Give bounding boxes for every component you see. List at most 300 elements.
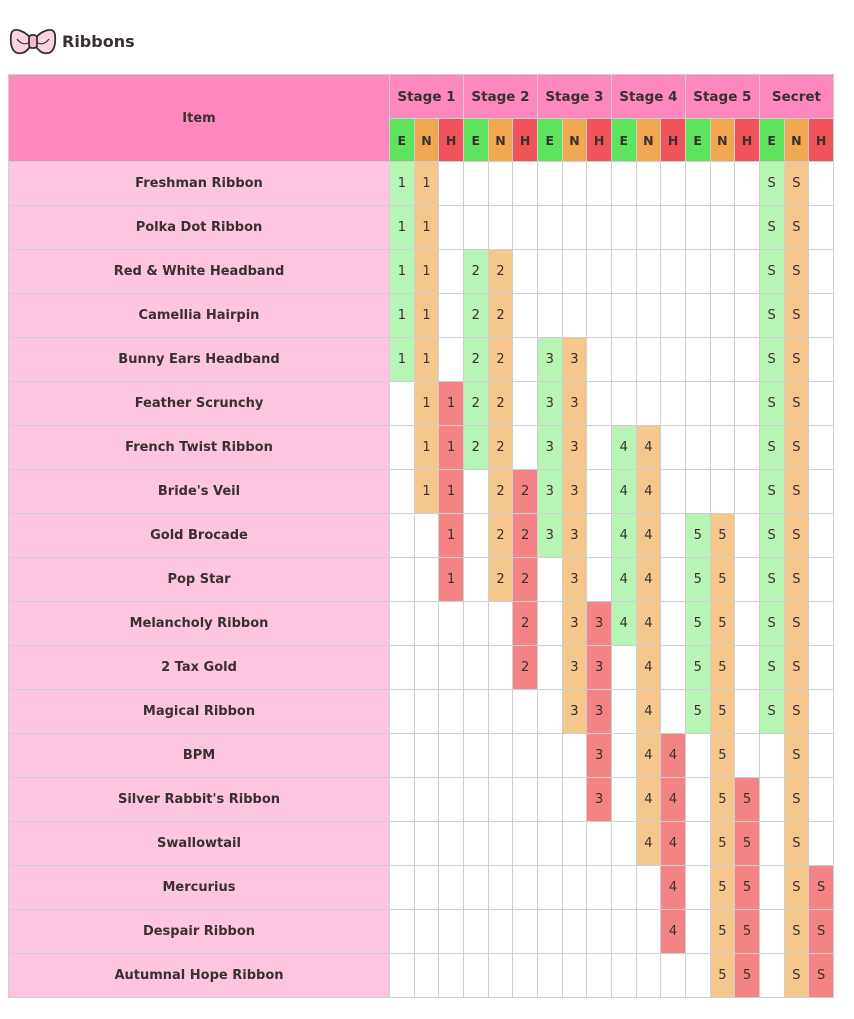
table-cell [513,734,538,778]
table-cell: S [759,162,784,206]
table-cell [685,866,710,910]
table-cell: 5 [685,646,710,690]
table-cell [611,910,636,954]
table-cell: S [759,426,784,470]
table-cell [710,250,735,294]
table-cell [685,250,710,294]
table-cell [661,250,686,294]
table-cell: 2 [488,250,513,294]
table-cell [562,954,587,998]
table-cell [735,426,760,470]
table-cell [759,822,784,866]
table-cell [809,470,834,514]
table-cell [439,206,464,250]
table-cell: S [759,470,784,514]
table-cell [439,778,464,822]
table-cell [710,426,735,470]
table-cell [537,954,562,998]
table-cell [463,470,488,514]
table-cell [488,910,513,954]
table-cell [735,646,760,690]
item-name: Swallowtail [9,822,390,866]
table-cell: 2 [463,426,488,470]
table-cell [513,426,538,470]
table-cell [636,250,661,294]
table-cell [513,822,538,866]
table-cell: S [759,206,784,250]
table-cell: 3 [562,602,587,646]
table-cell: 2 [513,646,538,690]
table-cell [463,954,488,998]
table-cell: S [784,910,809,954]
table-cell [414,910,439,954]
table-cell: 1 [414,338,439,382]
table-cell: 3 [537,382,562,426]
table-cell [513,778,538,822]
table-cell: 3 [537,514,562,558]
table-cell [439,338,464,382]
table-cell [587,558,612,602]
table-row [9,778,834,822]
table-cell [809,778,834,822]
table-cell: 3 [537,426,562,470]
table-cell [390,382,415,426]
table-cell [414,822,439,866]
difficulty-header: H [439,119,464,162]
table-cell [537,646,562,690]
table-cell: S [784,250,809,294]
table-cell [463,690,488,734]
table-cell [390,954,415,998]
item-name: Polka Dot Ribbon [9,206,390,250]
table-cell: 2 [488,426,513,470]
table-cell: S [759,294,784,338]
table-cell [488,778,513,822]
table-cell: 1 [390,206,415,250]
stage-header: Stage 3 [537,75,611,119]
table-cell: 1 [414,162,439,206]
table-cell [685,426,710,470]
table-cell: 4 [636,602,661,646]
table-cell: 4 [611,514,636,558]
table-cell [587,250,612,294]
table-cell: 4 [611,426,636,470]
table-cell: S [784,558,809,602]
table-cell: 1 [439,514,464,558]
item-name: Camellia Hairpin [9,294,390,338]
table-cell [735,470,760,514]
table-row [9,822,834,866]
table-cell: 1 [439,470,464,514]
table-cell [414,734,439,778]
item-name: Silver Rabbit's Ribbon [9,778,390,822]
table-cell [661,646,686,690]
table-cell [685,338,710,382]
difficulty-header: E [390,119,415,162]
table-cell: 3 [562,690,587,734]
table-row [9,646,834,690]
table-cell: 1 [390,338,415,382]
table-cell [537,294,562,338]
table-cell [562,162,587,206]
stage-header: Secret [759,75,833,119]
table-cell [537,602,562,646]
table-cell: S [784,602,809,646]
item-name: 2 Tax Gold [9,646,390,690]
table-row [9,470,834,514]
table-cell [488,162,513,206]
table-cell [488,646,513,690]
table-cell [611,338,636,382]
table-cell [414,866,439,910]
table-cell [759,734,784,778]
table-cell [685,470,710,514]
table-cell [562,206,587,250]
table-cell: 2 [488,470,513,514]
difficulty-header: E [685,119,710,162]
table-cell: 2 [488,294,513,338]
table-cell [587,514,612,558]
table-cell: 5 [710,514,735,558]
table-cell: S [784,338,809,382]
table-cell [661,690,686,734]
table-cell: S [759,250,784,294]
table-cell [661,602,686,646]
table-cell: S [759,646,784,690]
table-cell: 5 [685,602,710,646]
table-cell [562,734,587,778]
ribbons-table [8,74,834,998]
table-cell: 4 [636,822,661,866]
table-cell [390,602,415,646]
table-cell [414,602,439,646]
table-cell [685,822,710,866]
table-row [9,338,834,382]
table-cell: 4 [636,778,661,822]
table-cell [611,646,636,690]
table-cell: 4 [661,910,686,954]
table-cell [809,734,834,778]
item-name: Autumnal Hope Ribbon [9,954,390,998]
table-cell [439,602,464,646]
table-cell [562,778,587,822]
table-cell: S [784,646,809,690]
table-cell [710,382,735,426]
table-row [9,206,834,250]
difficulty-header: H [513,119,538,162]
item-name: French Twist Ribbon [9,426,390,470]
table-cell: 4 [636,646,661,690]
table-cell [513,866,538,910]
table-cell [735,250,760,294]
table-cell [710,294,735,338]
table-cell [537,558,562,602]
difficulty-header: H [809,119,834,162]
table-cell [488,954,513,998]
table-cell: 3 [562,558,587,602]
table-cell [390,426,415,470]
table-cell: 3 [562,514,587,558]
table-cell: 1 [390,162,415,206]
table-cell: 3 [537,338,562,382]
table-cell [587,162,612,206]
table-cell [414,778,439,822]
table-cell [463,602,488,646]
table-cell: 4 [636,470,661,514]
table-cell: 3 [537,470,562,514]
table-cell [439,690,464,734]
table-cell [661,206,686,250]
table-row [9,294,834,338]
table-cell [759,778,784,822]
table-cell: 2 [488,558,513,602]
table-cell: S [784,382,809,426]
table-cell [513,294,538,338]
table-cell [759,866,784,910]
table-cell [587,822,612,866]
table-row [9,910,834,954]
table-cell: 4 [661,778,686,822]
table-cell [735,294,760,338]
table-cell [636,910,661,954]
table-cell [463,646,488,690]
table-cell [809,162,834,206]
table-cell [661,558,686,602]
table-cell [390,866,415,910]
table-cell: S [784,294,809,338]
table-cell: S [784,514,809,558]
difficulty-header: N [636,119,661,162]
table-cell: S [784,470,809,514]
table-cell [537,822,562,866]
table-cell [735,602,760,646]
table-cell [661,382,686,426]
item-name: Red & White Headband [9,250,390,294]
table-cell [735,338,760,382]
item-name: Feather Scrunchy [9,382,390,426]
table-cell: S [784,866,809,910]
table-cell: S [784,162,809,206]
table-cell [587,470,612,514]
difficulty-header: E [463,119,488,162]
table-cell [537,162,562,206]
table-cell [809,206,834,250]
table-cell: S [784,690,809,734]
table-cell: S [784,954,809,998]
table-cell [439,734,464,778]
page-title: Ribbons [62,31,135,51]
difficulty-header: H [661,119,686,162]
table-cell [390,470,415,514]
table-cell: 4 [611,558,636,602]
table-cell [414,646,439,690]
table-cell [685,734,710,778]
table-cell [661,338,686,382]
table-cell [562,910,587,954]
table-row [9,602,834,646]
table-row [9,514,834,558]
table-cell [611,206,636,250]
section-header [8,23,135,59]
table-cell [636,206,661,250]
difficulty-header: E [759,119,784,162]
table-cell [463,514,488,558]
table-cell: 1 [414,426,439,470]
table-cell [587,206,612,250]
table-cell [390,910,415,954]
table-cell [390,778,415,822]
table-cell [537,734,562,778]
item-name: Magical Ribbon [9,690,390,734]
table-cell: 2 [513,558,538,602]
table-cell [587,954,612,998]
table-cell [611,294,636,338]
table-cell [463,162,488,206]
table-cell [611,690,636,734]
table-cell [390,690,415,734]
table-cell: S [759,602,784,646]
table-cell [685,294,710,338]
table-cell [513,910,538,954]
table-cell: 1 [414,294,439,338]
table-cell [636,866,661,910]
stage-header: Stage 5 [685,75,759,119]
table-cell [759,954,784,998]
difficulty-header: E [537,119,562,162]
table-cell [661,294,686,338]
table-cell: 2 [488,382,513,426]
table-cell [562,822,587,866]
table-cell [809,382,834,426]
table-cell [809,426,834,470]
item-name: Bunny Ears Headband [9,338,390,382]
table-cell: 5 [710,910,735,954]
table-cell: 3 [562,382,587,426]
table-cell [735,690,760,734]
table-cell [562,866,587,910]
table-cell [587,910,612,954]
item-name: Bride's Veil [9,470,390,514]
table-cell: S [784,778,809,822]
table-cell: 5 [735,778,760,822]
table-cell [488,734,513,778]
table-cell [685,382,710,426]
table-cell: 5 [735,822,760,866]
table-cell [414,514,439,558]
item-column-header: Item [9,75,390,162]
table-cell [513,954,538,998]
table-cell: 2 [513,514,538,558]
table-cell: S [759,558,784,602]
table-cell [611,954,636,998]
table-row [9,426,834,470]
table-cell: 1 [439,426,464,470]
table-cell [414,558,439,602]
table-cell: 2 [488,338,513,382]
table-cell [735,514,760,558]
table-cell: 5 [710,734,735,778]
table-cell [636,338,661,382]
table-cell [685,162,710,206]
table-cell [661,426,686,470]
table-cell: 4 [636,734,661,778]
table-cell [463,910,488,954]
table-row [9,558,834,602]
table-cell [414,954,439,998]
table-cell: 5 [710,602,735,646]
table-cell [513,250,538,294]
table-cell [735,558,760,602]
table-cell: 3 [562,426,587,470]
table-cell [463,206,488,250]
difficulty-header: N [562,119,587,162]
difficulty-header: E [611,119,636,162]
table-cell: 1 [414,250,439,294]
table-cell: 3 [587,778,612,822]
table-cell: S [759,690,784,734]
table-cell: 1 [439,558,464,602]
table-cell [463,822,488,866]
table-cell [537,250,562,294]
table-cell [513,206,538,250]
item-name: BPM [9,734,390,778]
stage-header: Stage 1 [390,75,464,119]
difficulty-header: N [414,119,439,162]
table-cell [809,602,834,646]
table-cell [685,778,710,822]
ribbon-bow-icon [8,23,58,59]
table-cell: 4 [611,602,636,646]
table-cell: 3 [587,690,612,734]
table-cell [611,866,636,910]
table-cell [537,206,562,250]
item-name: Mercurius [9,866,390,910]
table-cell [463,866,488,910]
table-cell [390,558,415,602]
table-cell [562,294,587,338]
table-cell: S [809,866,834,910]
table-cell [735,162,760,206]
table-cell [685,910,710,954]
table-cell [587,382,612,426]
table-cell [636,294,661,338]
table-cell: 3 [587,646,612,690]
table-cell: 5 [735,866,760,910]
table-cell: 2 [513,602,538,646]
table-row [9,734,834,778]
table-cell [439,822,464,866]
table-row [9,866,834,910]
table-cell [636,954,661,998]
stage-header: Stage 4 [611,75,685,119]
table-cell [439,294,464,338]
table-cell: 4 [636,690,661,734]
table-cell: 3 [587,602,612,646]
table-cell: 4 [661,822,686,866]
table-cell: 2 [513,470,538,514]
table-cell: 4 [636,558,661,602]
table-cell [414,690,439,734]
table-cell [463,778,488,822]
table-cell: S [809,910,834,954]
table-cell [809,690,834,734]
table-cell [611,778,636,822]
table-row [9,690,834,734]
table-cell [587,294,612,338]
table-cell [439,250,464,294]
table-cell: 5 [685,514,710,558]
table-cell: 4 [661,866,686,910]
